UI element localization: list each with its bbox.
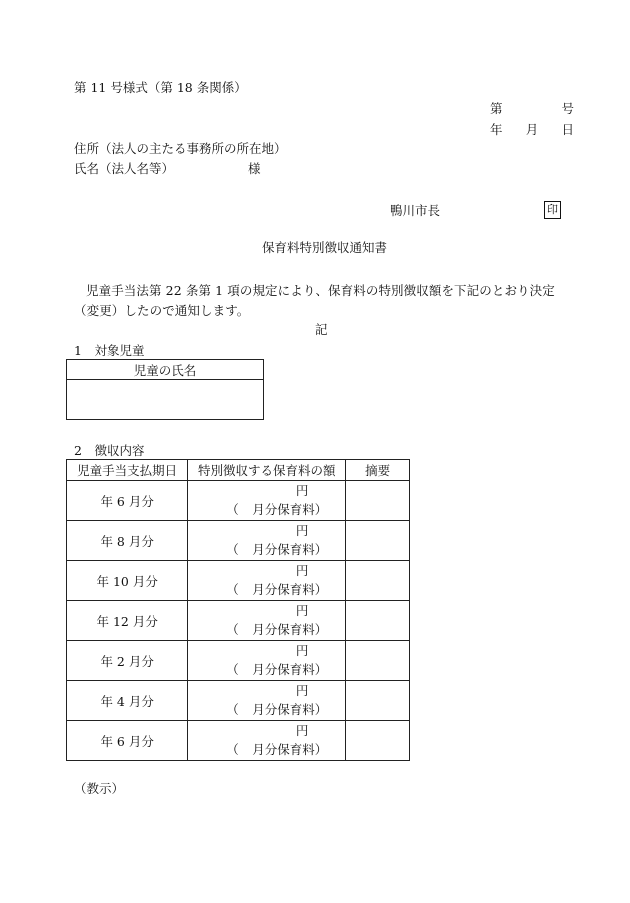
amount-month: 月分保育料） xyxy=(252,542,328,557)
table-row xyxy=(67,721,410,761)
child-name-cell[interactable] xyxy=(67,380,264,420)
amount-cell[interactable] xyxy=(188,601,346,641)
table-row xyxy=(67,681,410,721)
amount-cell[interactable] xyxy=(188,721,346,761)
remarks-cell[interactable] xyxy=(346,681,410,721)
name-label: 氏名（法人名等） xyxy=(74,161,175,176)
amount-yen: 円 xyxy=(295,523,309,538)
form-number: 第 11 号様式（第 18 条関係） xyxy=(74,80,247,95)
ki-marker: 記 xyxy=(315,322,328,337)
remarks-header: 摘要 xyxy=(346,460,410,481)
issuer: 鴨川市長 xyxy=(390,203,441,218)
payment-period-cell: 年 8 月分 xyxy=(67,521,188,561)
document-date xyxy=(490,122,574,138)
remarks-cell[interactable] xyxy=(346,561,410,601)
amount-yen: 円 xyxy=(295,723,309,738)
amount-paren: （ xyxy=(226,502,239,517)
collection-table xyxy=(66,459,410,761)
amount-month: 月分保育料） xyxy=(252,702,328,717)
amount-header: 特別徴収する保育料の額 xyxy=(188,460,346,481)
amount-cell[interactable] xyxy=(188,681,346,721)
amount-yen: 円 xyxy=(295,643,309,658)
amount-month: 月分保育料） xyxy=(252,582,328,597)
remarks-cell[interactable] xyxy=(346,641,410,681)
amount-month: 月分保育料） xyxy=(252,622,328,637)
amount-month: 月分保育料） xyxy=(252,502,328,517)
date-year: 年 xyxy=(490,122,503,137)
body-paragraph: 児童手当法第 22 条第 1 項の規定により、保育料の特別徴収額を下記のとおり決定（変更）したので通知します。 xyxy=(74,283,555,318)
date-month: 月 xyxy=(525,122,539,137)
amount-cell[interactable] xyxy=(188,641,346,681)
amount-month: 月分保育料） xyxy=(252,662,328,677)
amount-yen: 円 xyxy=(295,683,309,698)
amount-yen: 円 xyxy=(295,603,309,618)
table-row xyxy=(67,481,410,521)
amount-cell[interactable] xyxy=(188,481,346,521)
table-row xyxy=(67,601,410,641)
amount-paren: （ xyxy=(226,742,239,757)
payment-period-cell: 年 2 月分 xyxy=(67,641,188,681)
instruction-label: （教示） xyxy=(74,781,125,796)
table-row xyxy=(67,521,410,561)
payment-period-cell: 年 12 月分 xyxy=(67,601,188,641)
amount-cell[interactable] xyxy=(188,561,346,601)
document-title: 保育料特別徴収通知書 xyxy=(262,240,388,255)
target-child-table xyxy=(66,359,264,420)
amount-paren: （ xyxy=(226,662,239,677)
payment-period-cell: 年 4 月分 xyxy=(67,681,188,721)
document-number xyxy=(490,101,574,117)
payment-period-cell: 年 6 月分 xyxy=(67,721,188,761)
payment-period-cell: 年 10 月分 xyxy=(67,561,188,601)
remarks-cell[interactable] xyxy=(346,481,410,521)
section1-heading: 1 対象児童 xyxy=(74,343,145,358)
payment-date-header: 児童手当支払期日 xyxy=(67,460,188,481)
honorific: 様 xyxy=(248,161,261,176)
seal-stamp: 印 xyxy=(544,201,561,219)
remarks-cell[interactable] xyxy=(346,601,410,641)
table-row xyxy=(67,561,410,601)
amount-month: 月分保育料） xyxy=(252,742,328,757)
amount-paren: （ xyxy=(226,702,239,717)
amount-paren: （ xyxy=(226,622,239,637)
amount-paren: （ xyxy=(226,582,239,597)
child-name-header: 児童の氏名 xyxy=(67,360,264,380)
table-row xyxy=(67,641,410,681)
remarks-cell[interactable] xyxy=(346,721,410,761)
section2-heading: 2 徴収内容 xyxy=(74,443,145,458)
doc-no-prefix: 第 xyxy=(490,101,503,116)
remarks-cell[interactable] xyxy=(346,521,410,561)
payment-period-cell: 年 6 月分 xyxy=(67,481,188,521)
address-label: 住所（法人の主たる事務所の所在地） xyxy=(74,141,287,156)
amount-cell[interactable] xyxy=(188,521,346,561)
amount-paren: （ xyxy=(226,542,239,557)
doc-no-suffix: 号 xyxy=(561,101,574,116)
date-day: 日 xyxy=(561,122,574,137)
amount-yen: 円 xyxy=(295,563,309,578)
amount-yen: 円 xyxy=(295,483,309,498)
